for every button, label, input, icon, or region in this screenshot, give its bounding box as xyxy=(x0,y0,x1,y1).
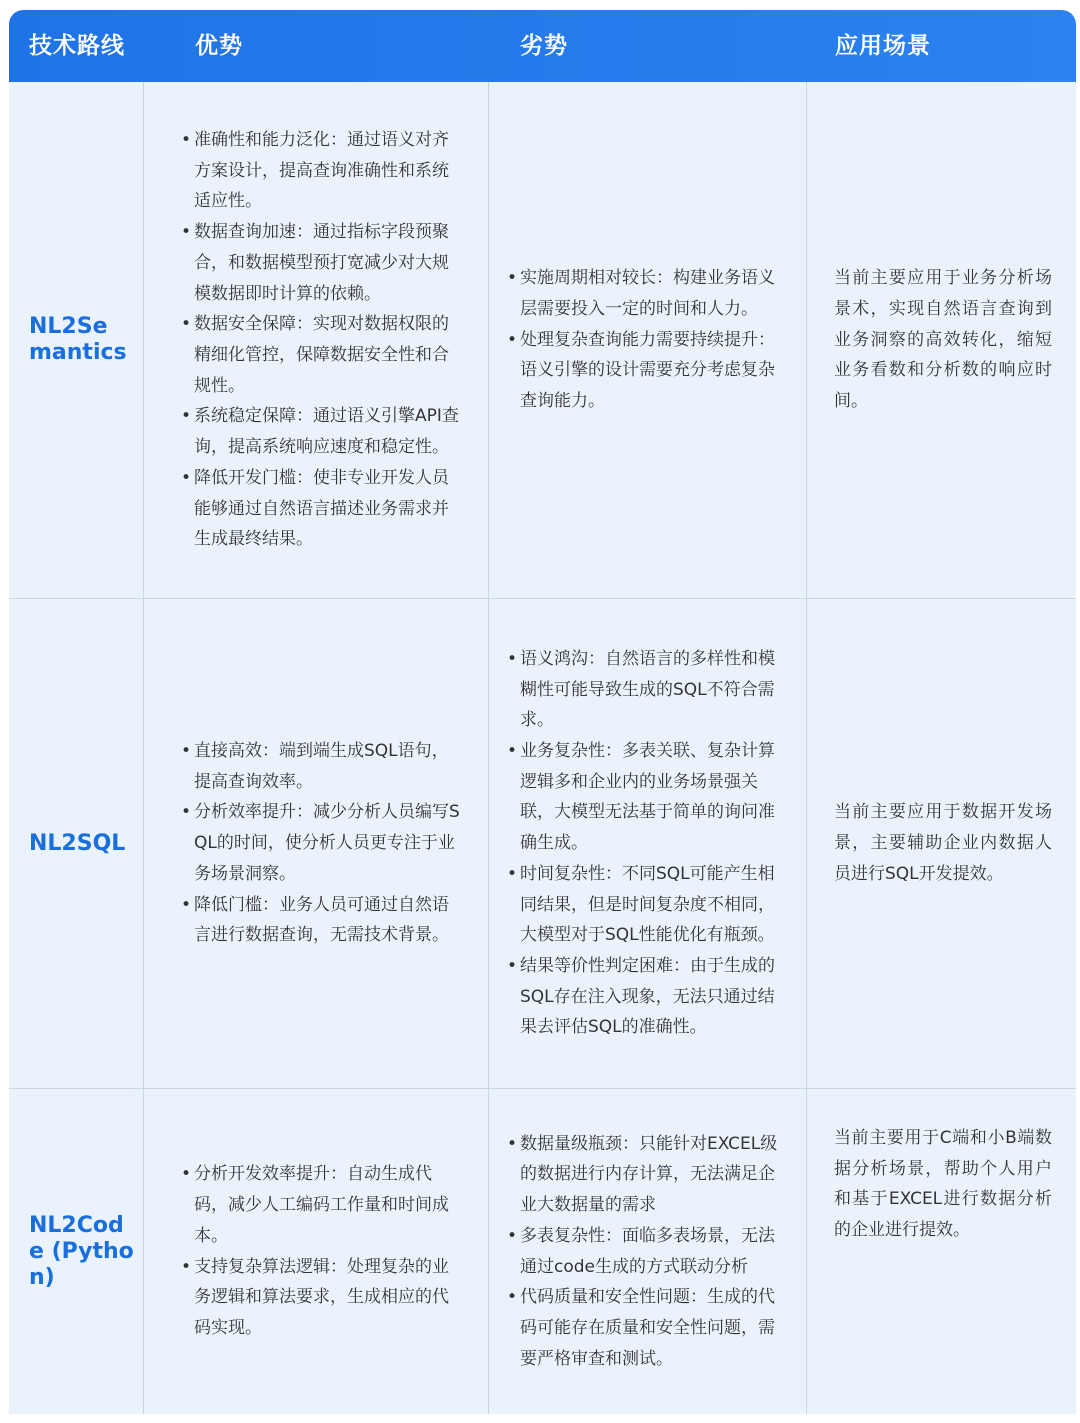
scenario-text: 当前主要应用于业务分析场景术，实现自然语言查询到业务洞察的高效转化，缩短业务看数和分析数的响应时间。 xyxy=(834,268,1052,412)
tech-route-name: NL2Semantics xyxy=(29,314,127,365)
disadvantages-list xyxy=(507,1129,781,1375)
list-item: • 业务复杂性：多表关联、复杂计算逻辑多和企业内的业务场景强关联，大模型无法基于简单的询问准确生成。 xyxy=(507,736,781,859)
header-scenarios: 应用场景 xyxy=(835,33,931,59)
column-divider xyxy=(806,82,807,1414)
list-item: • 多表复杂性：面临多表场景，无法通过code生成的方式联动分析 xyxy=(507,1221,781,1282)
disadvantages-list xyxy=(507,263,781,417)
advantages-list xyxy=(181,736,465,951)
list-item: • 实施周期相对较长：构建业务语义层需要投入一定的时间和人力。 xyxy=(507,263,781,324)
list-item: • 分析效率提升：减少分析人员编写SQL的时间，使分析人员更专注于业务场景洞察。 xyxy=(181,797,465,889)
tech-route-name: NL2SQL xyxy=(29,830,126,856)
disadvantages-cell xyxy=(507,599,781,1088)
list-item: • 数据查询加速：通过指标字段预聚合，和数据模型预打宽减少对大规模数据即时计算的依赖。 xyxy=(181,217,465,309)
list-item: • 准确性和能力泛化：通过语义对齐方案设计，提高查询准确性和系统适应性。 xyxy=(181,125,465,217)
advantages-cell xyxy=(181,82,465,598)
list-item: • 降低门槛：业务人员可通过自然语言进行数据查询，无需技术背景。 xyxy=(181,890,465,951)
disadvantages-cell xyxy=(507,1089,781,1414)
disadvantages-cell xyxy=(507,82,781,598)
list-item: • 语义鸿沟：自然语言的多样性和模糊性可能导致生成的SQL不符合需求。 xyxy=(507,644,781,736)
list-item: • 处理复杂查询能力需要持续提升：语义引擎的设计需要充分考虑复杂查询能力。 xyxy=(507,325,781,417)
scenario-cell xyxy=(834,599,1052,1088)
column-divider xyxy=(143,82,144,1414)
advantages-cell xyxy=(181,1089,465,1414)
header-tech-route: 技术路线 xyxy=(29,33,125,59)
table-row-nl2sql-name-cell xyxy=(29,599,129,1088)
list-item: • 系统稳定保障：通过语义引擎API查询，提高系统响应速度和稳定性。 xyxy=(181,401,465,462)
header-advantages: 优势 xyxy=(195,33,243,59)
advantages-cell xyxy=(181,599,465,1088)
comparison-table xyxy=(9,10,1076,1414)
list-item: • 支持复杂算法逻辑：处理复杂的业务逻辑和算法要求，生成相应的代码实现。 xyxy=(181,1252,465,1344)
list-item: • 降低开发门槛：使非专业开发人员能够通过自然语言描述业务需求并生成最终结果。 xyxy=(181,463,465,555)
list-item: • 直接高效：端到端生成SQL语句，提高查询效率。 xyxy=(181,736,465,797)
table-row-nl2semantics-name-cell xyxy=(29,82,129,598)
disadvantages-list xyxy=(507,644,781,1043)
table-row-nl2code-name-cell xyxy=(29,1089,137,1414)
tech-route-name: NL2Code (Python) xyxy=(29,1212,134,1290)
scenario-cell xyxy=(834,1089,1052,1414)
header-disadvantages: 劣势 xyxy=(520,33,568,59)
advantages-list xyxy=(181,1159,465,1343)
list-item: • 数据安全保障：实现对数据权限的精细化管控，保障数据安全性和合规性。 xyxy=(181,309,465,401)
list-item: • 数据量级瓶颈：只能针对EXCEL级的数据进行内存计算，无法满足企业大数据量的需求 xyxy=(507,1129,781,1221)
scenario-text: 当前主要用于C端和小B端数据分析场景，帮助个人用户和基于EXCEL进行数据分析的企业进行提效。 xyxy=(834,1128,1052,1241)
list-item: • 结果等价性判定困难：由于生成的SQL存在注入现象，无法只通过结果去评估SQL的准确性。 xyxy=(507,951,781,1043)
advantages-list xyxy=(181,125,465,555)
list-item: • 代码质量和安全性问题：生成的代码可能存在质量和安全性问题，需要严格审查和测试。 xyxy=(507,1282,781,1374)
scenario-text: 当前主要应用于数据开发场景，主要辅助企业内数据人员进行SQL开发提效。 xyxy=(834,802,1052,884)
list-item: • 分析开发效率提升：自动生成代码，减少人工编码工作量和时间成本。 xyxy=(181,1159,465,1251)
scenario-cell xyxy=(834,82,1052,598)
table-header xyxy=(9,10,1076,82)
column-divider xyxy=(488,82,489,1414)
list-item: • 时间复杂性：不同SQL可能产生相同结果，但是时间复杂度不相同，大模型对于SQL性能优化有瓶颈。 xyxy=(507,859,781,951)
